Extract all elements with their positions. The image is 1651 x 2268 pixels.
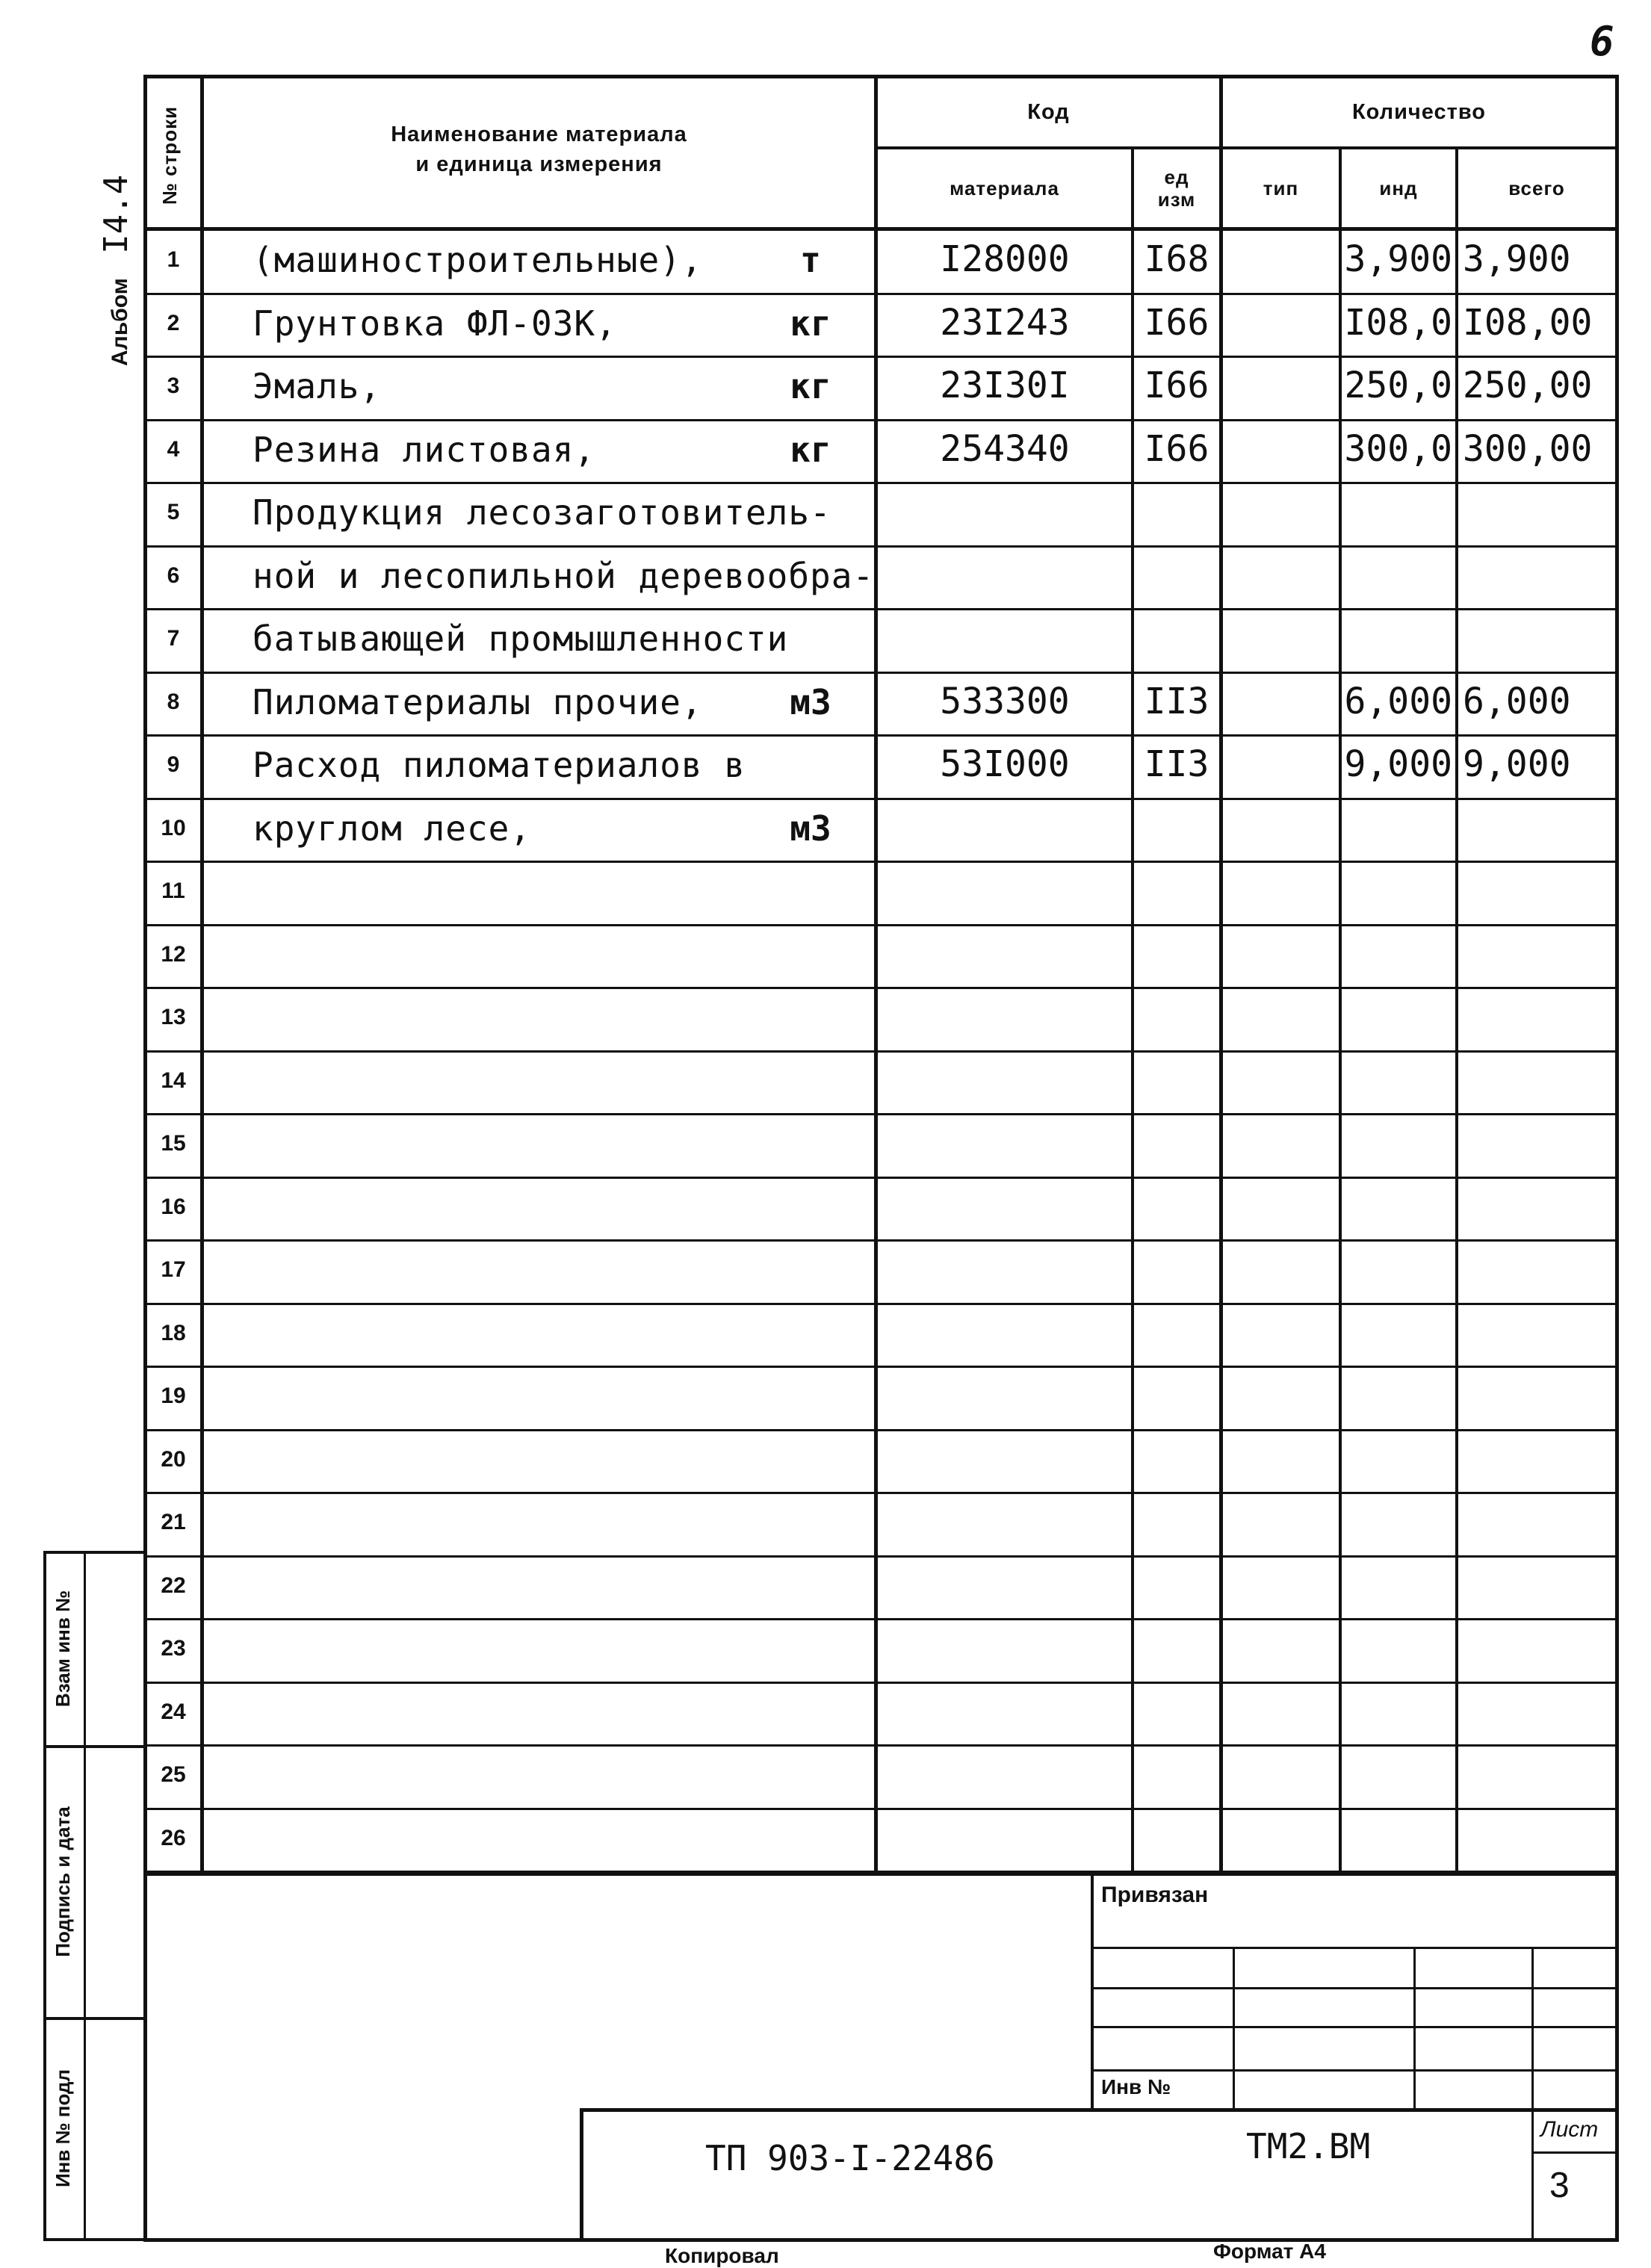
material-code: 53I000: [940, 743, 1070, 786]
qty-ind: 250,0: [1344, 365, 1452, 407]
row-number: 2: [167, 310, 180, 335]
row-number: 22: [161, 1573, 186, 1598]
row-number: 4: [167, 436, 180, 462]
unit-of-measure: м3: [790, 681, 831, 722]
stamp-sheet-number: 3: [1549, 2166, 1570, 2205]
material-name: Резина листовая,: [253, 429, 596, 470]
row-number: 21: [161, 1510, 186, 1535]
row-number: 11: [161, 879, 185, 904]
qty-total: 300,00: [1463, 427, 1593, 470]
material-code: 23I243: [940, 301, 1070, 344]
material-name: ной и лесопильной деревообра-: [253, 555, 875, 596]
footer-copied: Копировал: [665, 2244, 779, 2267]
header-qty-total: всего: [1508, 176, 1565, 199]
row-number: 14: [161, 1068, 186, 1093]
material-code: 23I30I: [940, 365, 1070, 407]
qty-ind: 3,900: [1344, 238, 1452, 281]
stamp-doc-mark: ТМ2.ВМ: [1246, 2126, 1371, 2166]
unit-of-measure: кг: [790, 429, 831, 470]
header-code-unit-line2: изм: [1157, 188, 1196, 211]
qty-total: 9,000: [1463, 743, 1571, 786]
row-number: 18: [161, 1320, 186, 1345]
material-code: I28000: [940, 238, 1070, 281]
qty-total: 250,00: [1463, 365, 1593, 407]
row-number: 1: [167, 247, 180, 273]
side-label-podpis: Подпись и дата: [52, 1806, 74, 1957]
header-name: [204, 120, 874, 179]
row-number: 17: [161, 1257, 186, 1283]
qty-total: I08,00: [1463, 301, 1593, 344]
material-name: Продукция лесозаготовитель-: [253, 492, 831, 533]
row-number: 20: [161, 1446, 186, 1472]
material-name: Расход пиломатериалов в: [253, 745, 746, 786]
footer-format: Формат А4: [1213, 2240, 1326, 2263]
header-qty-ind: инд: [1379, 176, 1418, 199]
material-name: круглом лесе,: [253, 808, 532, 849]
material-code: 254340: [940, 427, 1070, 470]
unit-of-measure: м3: [790, 808, 831, 849]
row-number: 10: [161, 815, 186, 840]
qty-ind: 9,000: [1344, 743, 1452, 786]
unit-code: I66: [1144, 301, 1209, 344]
material-name: Эмаль,: [253, 366, 382, 407]
header-code-unit-line1: ед: [1164, 166, 1189, 188]
header-qty-type: тип: [1263, 176, 1299, 199]
material-name: Пиломатериалы прочие,: [253, 681, 703, 722]
side-label-vzam: Взам инв №: [52, 1590, 74, 1708]
qty-ind: 300,0: [1344, 427, 1452, 470]
side-label-inv: Инв № подл: [52, 2069, 74, 2188]
row-number: 25: [161, 1762, 186, 1788]
row-number: 16: [161, 1194, 186, 1219]
qty-total: 3,900: [1463, 238, 1571, 281]
material-name: батывающей промышленности: [253, 619, 789, 660]
row-number: 5: [167, 500, 180, 525]
album-label: [97, 174, 135, 366]
material-name: Грунтовка ФЛ-03К,: [253, 303, 617, 344]
unit-code: I68: [1144, 238, 1209, 281]
stamp-inv-no: Инв №: [1101, 2075, 1171, 2098]
row-number: 3: [167, 374, 180, 399]
row-number: 12: [161, 941, 186, 967]
page-number: 6: [1590, 18, 1614, 65]
row-number: 24: [161, 1699, 186, 1724]
header-name-line2: и единица измерения: [415, 152, 663, 176]
header-code-material: материала: [950, 176, 1059, 199]
header-name-line1: Наименование материала: [391, 123, 687, 146]
unit-code: II3: [1144, 743, 1209, 786]
row-number: 6: [167, 563, 180, 588]
qty-ind: I08,0: [1344, 301, 1452, 344]
qty-total: 6,000: [1463, 680, 1571, 722]
header-row-no: № строки: [158, 105, 181, 205]
row-number: 8: [167, 689, 180, 714]
row-number: 19: [161, 1384, 186, 1409]
stamp-sheet-label: Лист: [1540, 2117, 1599, 2142]
album-number: I4.4: [97, 174, 135, 254]
header-quantity: Количество: [1351, 100, 1486, 124]
row-number: 13: [161, 1005, 186, 1030]
unit-code: II3: [1144, 680, 1209, 722]
qty-ind: 6,000: [1344, 680, 1452, 722]
unit-of-measure: кг: [790, 303, 831, 344]
unit-of-measure: т: [800, 240, 821, 281]
row-number: 7: [167, 626, 180, 651]
row-number: 15: [161, 1131, 186, 1156]
stamp-privyazan: Привязан: [1101, 1883, 1209, 1907]
header-code: Код: [1027, 100, 1070, 124]
unit-code: I66: [1144, 365, 1209, 407]
material-code: 533300: [940, 680, 1070, 722]
header-code-unit: [1134, 149, 1219, 227]
material-name: (машиностроительные),: [253, 240, 703, 281]
row-number: 9: [167, 752, 180, 778]
unit-code: I66: [1144, 427, 1209, 470]
unit-of-measure: кг: [790, 366, 831, 407]
row-number: 26: [161, 1825, 186, 1850]
stamp-doc-code: ТП 903-I-22486: [705, 2138, 995, 2178]
album-label-text: Альбом: [108, 278, 132, 366]
row-number: 23: [161, 1636, 186, 1661]
